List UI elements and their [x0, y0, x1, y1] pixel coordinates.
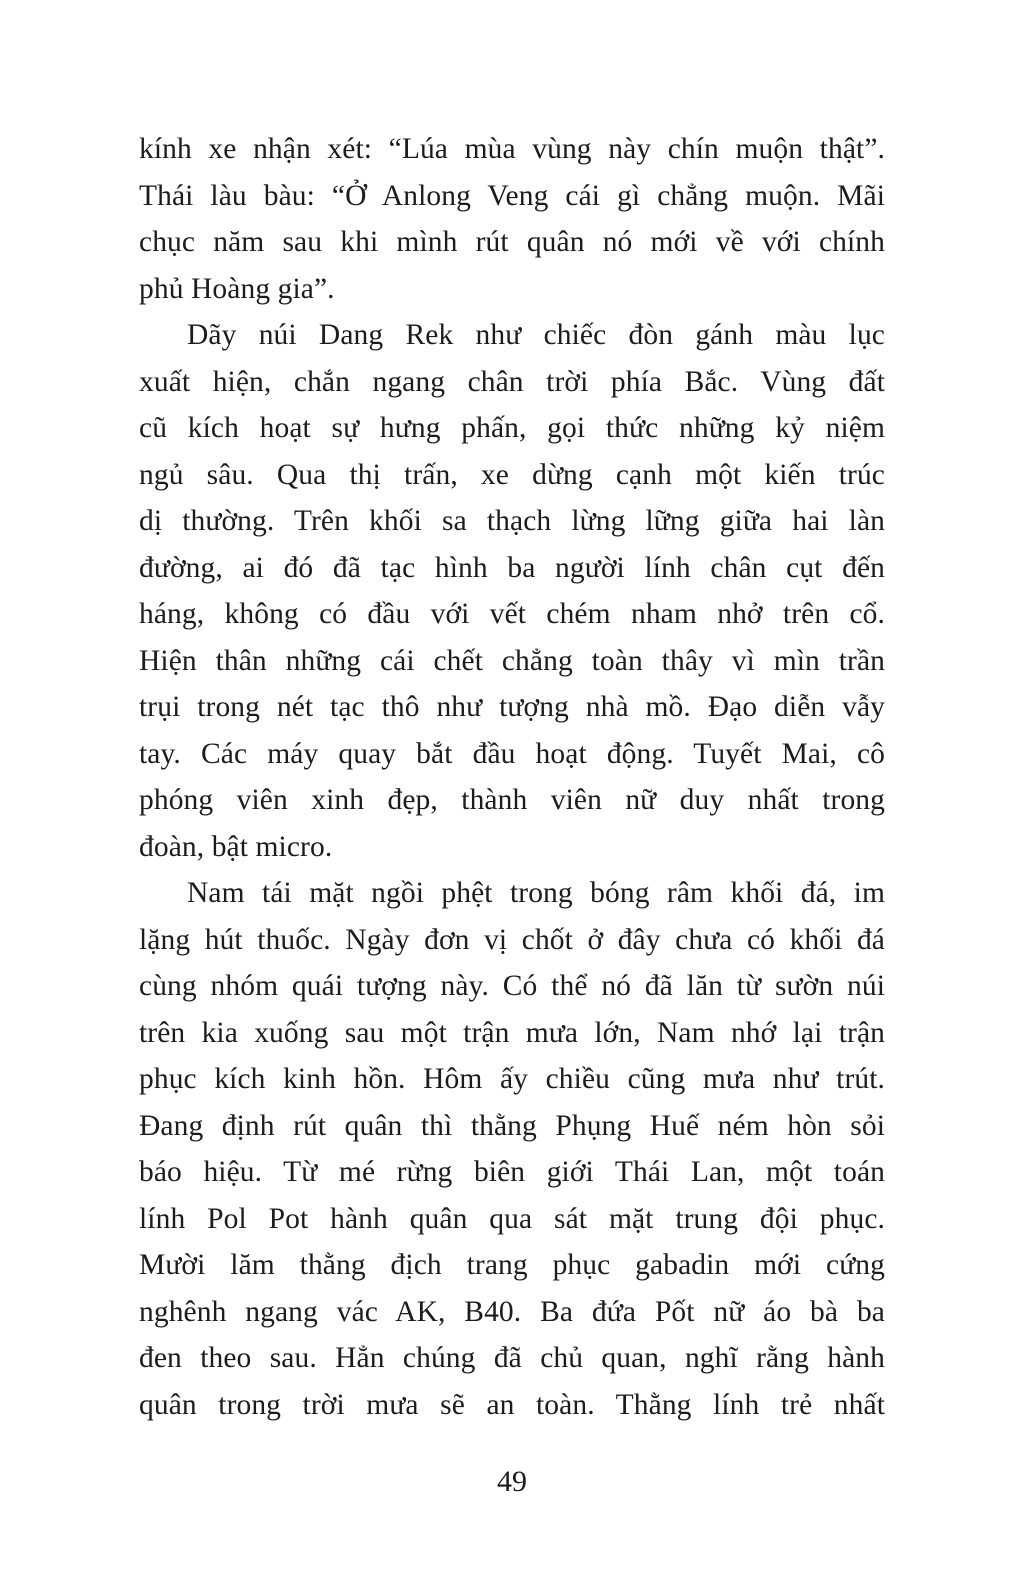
paragraph	[139, 126, 885, 312]
text-line: Dãy núi Dang Rek như chiếc đòn gánh màu lục	[187, 319, 885, 351]
text-line: Hiện thân những cái chết chẳng toàn thây vì mìn trần	[139, 644, 885, 677]
text-line: Đang định rút quân thì thằng Phụng Huế ném hòn sỏi	[139, 1109, 885, 1142]
text-line: tay. Các máy quay bắt đầu hoạt động. Tuyết Mai, cô	[139, 737, 885, 770]
text-line: xuất hiện, chắn ngang chân trời phía Bắc. Vùng đất	[139, 365, 885, 398]
text-line: Nam tái mặt ngồi phệt trong bóng râm khối đá, im	[187, 877, 885, 909]
text-line: phóng viên xinh đẹp, thành viên nữ duy nhất trong	[139, 784, 885, 816]
text-line: phủ Hoàng gia”.	[139, 272, 335, 305]
text-line: ngủ sâu. Qua thị trấn, xe dừng cạnh một kiến trúc	[139, 458, 885, 491]
text-line: nghênh ngang vác AK, B40. Ba đứa Pốt nữ áo bà ba	[139, 1295, 885, 1328]
text-line: phục kích kinh hồn. Hôm ấy chiều cũng mưa như trút.	[139, 1063, 885, 1095]
text-line: quân trong trời mưa sẽ an toàn. Thằng lính trẻ nhất	[139, 1388, 885, 1421]
text-line: lặng hút thuốc. Ngày đơn vị chốt ở đây chưa có khối đá	[139, 923, 885, 956]
page-number: 49	[497, 1465, 527, 1498]
text-block	[139, 126, 885, 1428]
text-line: Thái làu bàu: “Ở Anlong Veng cái gì chẳng muộn. Mãi	[139, 179, 885, 212]
text-line: cùng nhóm quái tượng này. Có thể nó đã lăn từ sườn núi	[139, 970, 885, 1002]
text-line: chục năm sau khi mình rút quân nó mới về với chính	[139, 226, 885, 258]
text-line: háng, không có đầu với vết chém nham nhở trên cổ.	[139, 598, 885, 630]
text-line: Mười lăm thằng địch trang phục gabadin mới cứng	[139, 1249, 885, 1281]
text-line: đường, ai đó đã tạc hình ba người lính chân cụt đến	[139, 551, 885, 584]
text-line: báo hiệu. Từ mé rừng biên giới Thái Lan, một toán	[139, 1156, 885, 1188]
paragraph	[139, 312, 885, 870]
text-line: kính xe nhận xét: “Lúa mùa vùng này chín muộn thật”.	[139, 133, 885, 165]
text-line: lính Pol Pot hành quân qua sát mặt trung đội phục.	[139, 1202, 885, 1235]
text-line: trên kia xuống sau một trận mưa lớn, Nam nhớ lại trận	[139, 1016, 885, 1049]
text-line: đoàn, bật micro.	[139, 830, 333, 863]
paragraph	[139, 870, 885, 1428]
text-line: trụi trong nét tạc thô như tượng nhà mồ. Đạo diễn vẫy	[139, 691, 885, 723]
text-line: đen theo sau. Hẳn chúng đã chủ quan, nghĩ rằng hành	[139, 1342, 885, 1374]
text-line: dị thường. Trên khối sa thạch lừng lững giữa hai làn	[139, 505, 885, 537]
text-line: cũ kích hoạt sự hưng phấn, gọi thức những kỷ niệm	[139, 412, 885, 444]
